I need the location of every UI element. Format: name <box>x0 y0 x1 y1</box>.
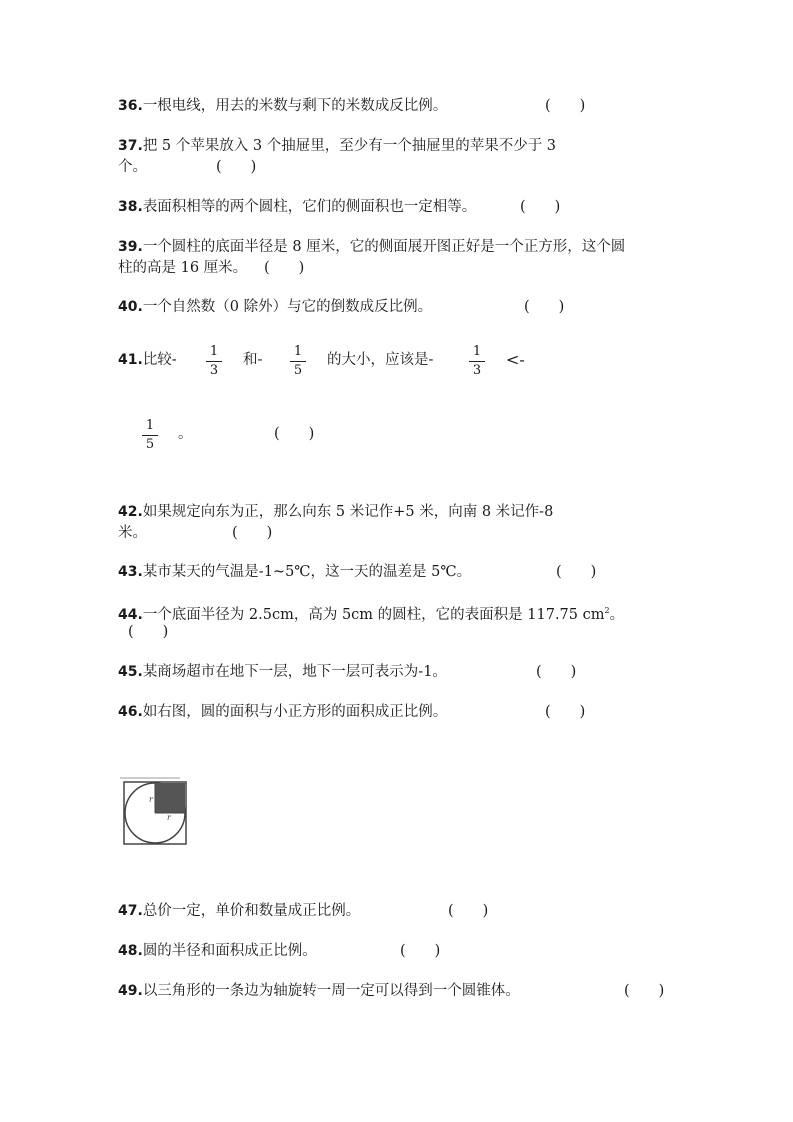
question-text-b: 和- <box>243 352 263 368</box>
question-text-a: 比较- <box>142 352 177 368</box>
question-43 <box>118 562 471 582</box>
small-square-shaded <box>155 783 185 813</box>
fraction-numerator: 1 <box>145 418 155 433</box>
question-text: 把 5 个苹果放入 3 个抽屉里，至少有一个抽屉里的苹果不少于 3 <box>142 138 557 154</box>
answer-blank: ( ) <box>545 98 586 114</box>
answer-blank: ( ) <box>264 260 305 276</box>
fraction-bar <box>469 361 485 362</box>
answer-blank: ( ) <box>545 704 586 720</box>
question-text-end: 。 <box>609 606 625 623</box>
question-44 <box>118 601 624 625</box>
answer-blank: ( ) <box>216 159 257 175</box>
answer-blank: ( ) <box>556 564 597 580</box>
fraction-numerator: 1 <box>293 344 303 359</box>
radius-label: r <box>149 795 153 804</box>
question-text: 表面积相等的两个圆柱，它们的侧面积也一定相等。 <box>142 199 477 215</box>
question-40 <box>118 297 432 317</box>
radius-label: r <box>167 813 171 822</box>
question-number: 46. <box>118 704 143 720</box>
fraction-bar <box>142 435 158 436</box>
question-text: 以三角形的一条边为轴旋转一周一定可以得到一个圆锥体。 <box>142 983 520 999</box>
question-text: 某商场超市在地下一层，地下一层可表示为-1。 <box>142 664 447 680</box>
fraction-denominator: 3 <box>209 363 219 378</box>
question-number: 43. <box>118 564 143 580</box>
answer-blank: ( ) <box>128 624 169 640</box>
fraction-denominator: 3 <box>472 363 482 378</box>
question-text-d: <- <box>506 350 525 369</box>
question-number: 49. <box>118 983 143 999</box>
answer-blank: ( ) <box>624 983 665 999</box>
answer-blank: ( ) <box>232 525 273 541</box>
question-42-line2: 米。 <box>118 525 147 541</box>
question-text: 一个底面半径为 2.5cm，高为 5cm 的圆柱，它的表面积是 117.75 cm <box>142 606 605 623</box>
question-number: 48. <box>118 943 143 959</box>
fraction-one-third <box>206 344 222 379</box>
answer-blank: ( ) <box>524 299 565 315</box>
question-41 <box>118 350 177 370</box>
question-41-end: 。 <box>178 426 193 442</box>
superscript-two: 2 <box>604 606 610 615</box>
question-38 <box>118 197 476 217</box>
question-text: 一根电线，用去的米数与剩下的米数成反比例。 <box>142 98 448 114</box>
question-39 <box>118 237 625 257</box>
fraction-bar <box>290 361 306 362</box>
question-37 <box>118 136 556 156</box>
question-36 <box>118 96 447 116</box>
fraction-numerator: 1 <box>209 344 219 359</box>
question-number: 47. <box>118 903 143 919</box>
fraction-bar <box>206 361 222 362</box>
question-number: 44. <box>118 606 143 623</box>
question-number: 40. <box>118 299 143 315</box>
answer-blank: ( ) <box>536 664 577 680</box>
answer-blank: ( ) <box>400 943 441 959</box>
answer-blank: ( ) <box>274 426 315 442</box>
question-text: 圆的半径和面积成正比例。 <box>142 943 317 959</box>
question-46 <box>118 702 447 722</box>
question-text: 一个自然数（0 除外）与它的倒数成反比例。 <box>142 299 433 315</box>
question-37-line2: 个。 <box>118 159 147 175</box>
answer-blank: ( ) <box>448 903 489 919</box>
fraction-one-third <box>469 344 485 379</box>
question-text: 如果规定向东为正，那么向东 5 米记作+5 米，向南 8 米记作-8 <box>142 504 554 520</box>
question-text: 总价一定，单价和数量成正比例。 <box>142 903 361 919</box>
circle-square-figure <box>120 776 190 848</box>
question-number: 37. <box>118 138 143 154</box>
question-number: 39. <box>118 239 143 255</box>
question-text: 某市某天的气温是-1~5℃，这一天的温差是 5℃。 <box>142 564 472 580</box>
question-number: 38. <box>118 199 143 215</box>
question-48 <box>118 941 317 961</box>
question-text-c: 的大小，应该是- <box>327 352 434 368</box>
question-number: 42. <box>118 504 143 520</box>
fraction-one-fifth <box>290 344 306 379</box>
question-49 <box>118 981 520 1001</box>
fraction-denominator: 5 <box>293 363 303 378</box>
question-number: 45. <box>118 664 143 680</box>
question-39-line2: 柱的高是 16 厘米。 <box>118 260 248 276</box>
fraction-one-fifth <box>142 418 158 453</box>
question-text: 如右图，圆的面积与小正方形的面积成正比例。 <box>142 704 448 720</box>
question-number: 36. <box>118 98 143 114</box>
question-45 <box>118 662 447 682</box>
question-47 <box>118 901 360 921</box>
question-text: 一个圆柱的底面半径是 8 厘米，它的侧面展开图正好是一个正方形，这个圆 <box>142 239 626 255</box>
fraction-denominator: 5 <box>145 437 155 452</box>
question-number: 41. <box>118 352 143 368</box>
fraction-numerator: 1 <box>472 344 482 359</box>
question-42 <box>118 502 553 522</box>
answer-blank: ( ) <box>520 199 561 215</box>
